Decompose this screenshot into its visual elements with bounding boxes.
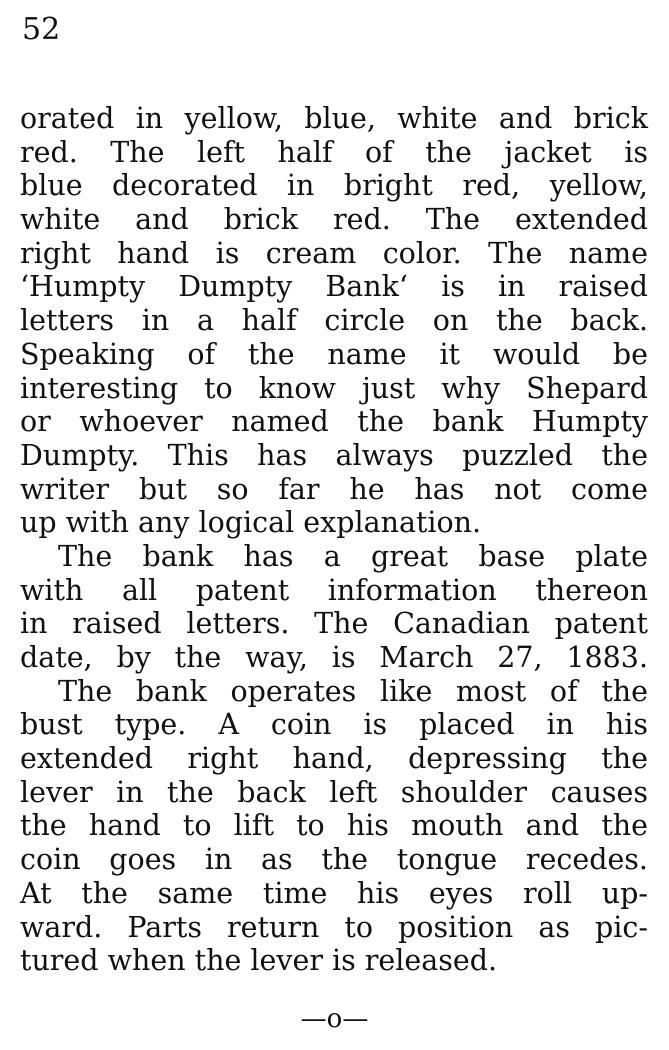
text-line: At the same time his eyes roll up-	[20, 876, 648, 910]
text-line: writer but so far he has not come	[20, 472, 648, 506]
section-end-ornament: —o—	[300, 1004, 369, 1034]
text-line: red. The left half of the jacket is	[20, 135, 648, 169]
text-line: blue decorated in bright red, yellow,	[20, 169, 648, 203]
page-number: 52	[22, 12, 61, 47]
text-line: Dumpty. This has always puzzled the	[20, 438, 648, 472]
text-line: letters in a half circle on the back.	[20, 304, 648, 338]
text-line: right hand is cream color. The name	[20, 236, 648, 270]
text-line: the hand to lift to his mouth and the	[20, 809, 648, 843]
text-line: ward. Parts return to position as pic-	[20, 910, 648, 944]
text-line: Speaking of the name it would be	[20, 337, 648, 371]
text-line: or whoever named the bank Humpty	[20, 405, 648, 439]
text-line: with all patent information thereon	[20, 573, 648, 607]
text-line: up with any logical explanation.	[20, 506, 482, 540]
text-line: bust type. A coin is placed in his	[20, 708, 648, 742]
text-line: extended right hand, depressing the	[20, 742, 648, 776]
text-line: interesting to know just why Shepard	[20, 371, 648, 405]
text-line: coin goes in as the tongue recedes.	[20, 843, 648, 877]
text-line: The bank has a great base plate	[58, 539, 648, 573]
text-line: orated in yellow, blue, white and brick	[20, 102, 648, 135]
text-line: lever in the back left shoulder causes	[20, 775, 648, 809]
text-line: ‘Humpty Dumpty Bank‘ is in raised	[20, 270, 648, 304]
text-line: white and brick red. The extended	[20, 203, 648, 237]
body-text	[20, 102, 648, 978]
text-line: tured when the lever is released.	[20, 944, 498, 978]
text-line: The bank operates like most of the	[58, 674, 648, 708]
text-line: date, by the way, is March 27, 1883.	[20, 641, 648, 674]
text-line: in raised letters. The Canadian patent	[20, 607, 648, 641]
